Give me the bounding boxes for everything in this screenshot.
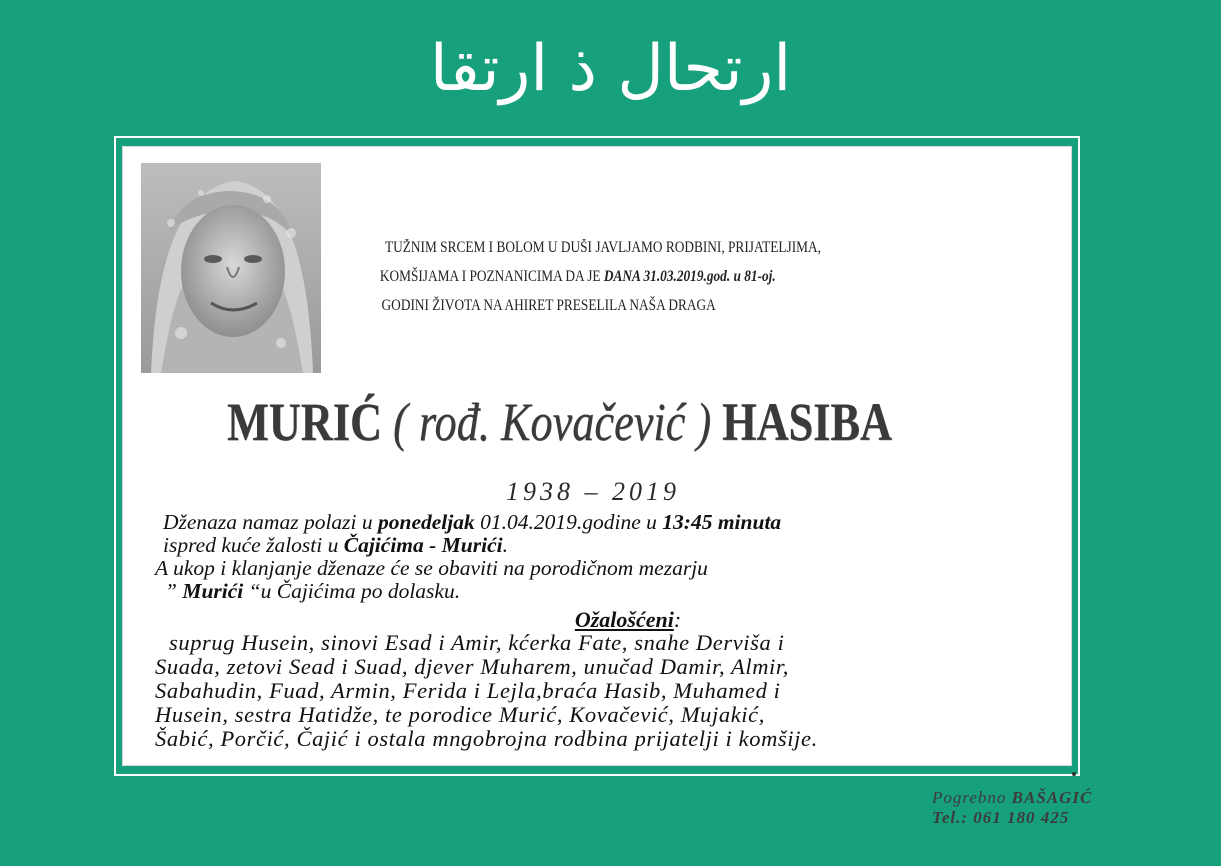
funeral-highlight: Murići [182,579,244,603]
funeral-highlight: Čajićima - Murići [343,533,503,557]
funeral-text: . [502,533,508,557]
deceased-maiden-name: ( rođ. Kovačević ) [381,392,723,452]
mourners-line: Sabahudin, Fuad, Armin, Ferida i Lejla,braća Hasib, Muhamed i [155,678,781,703]
intro-line-1: TUŽNIM SRCEM I BOLOM U DUŠI JAVLJAMO RODBINI, PRIJATELJIMA, [385,239,821,256]
funeral-home-phone: Tel.: 061 180 425 [932,808,1070,827]
mourners-line: Šabić, Porčić, Čajić i ostala mngobrojna rodbina prijatelji i komšije. [155,726,818,751]
deceased-portrait-photo [141,163,321,373]
portrait-image [141,163,321,373]
mourners-line: suprug Husein, sinovi Esad i Amir, kćerka Fate, snahe Derviša i [169,630,785,655]
speck-mark [1072,772,1076,776]
mourners-heading-text: Ožalošćeni [574,607,674,632]
deceased-given-name: HASIBA [722,392,892,452]
funeral-text: 01.04.2019.godine u [474,510,663,534]
announcement-intro [379,233,901,320]
death-date: DANA 31.03.2019.god. u 81-oj. [603,268,776,285]
funeral-home-label: Pogrebno [932,788,1012,807]
funeral-highlight: ponedeljak [378,510,475,534]
life-years: 1938 – 2019 [506,477,680,506]
mourners-list [155,631,1055,751]
funeral-highlight: 13:45 minuta [662,510,782,534]
mourners-heading-colon: : [673,607,682,632]
funeral-text: Dženaza namaz polazi u [163,510,379,534]
obituary-card [122,146,1072,766]
mourners-line: Husein, sestra Hatidže, te porodice Murić, Kovačević, Mujakić, [155,702,765,727]
funeral-line [155,511,1055,534]
funeral-text: ” [165,579,183,603]
funeral-details [155,511,1055,603]
intro-line-2 [380,262,901,291]
funeral-home-name [932,788,1092,808]
funeral-line [155,534,1055,557]
intro-line-3: GODINI ŽIVOTA NA AHIRET PRESELILA NAŠA DRAGA [381,297,716,314]
deceased-surname: MURIĆ [227,392,382,452]
funeral-text: ispred kuće žalosti u [163,533,344,557]
arabic-calligraphy-header: ارتحال ذ ارتقا [429,32,792,106]
funeral-text: “u Čajićima po dolasku. [243,579,461,603]
intro-line-2-text: KOMŠIJAMA I POZNANICIMA DA JE [379,268,604,285]
funeral-text: A ukop i klanjanje dženaze će se obaviti na porodičnom mezarju [155,556,708,580]
funeral-line [155,580,1055,603]
funeral-line [155,557,1055,580]
deceased-name [227,387,892,457]
funeral-home-brand: BAŠAGIĆ [1011,788,1093,807]
mourners-line: Suada, zetovi Sead i Suad, djever Muharem, unučad Damir, Almir, [155,654,789,679]
funeral-home-info [932,788,1092,828]
